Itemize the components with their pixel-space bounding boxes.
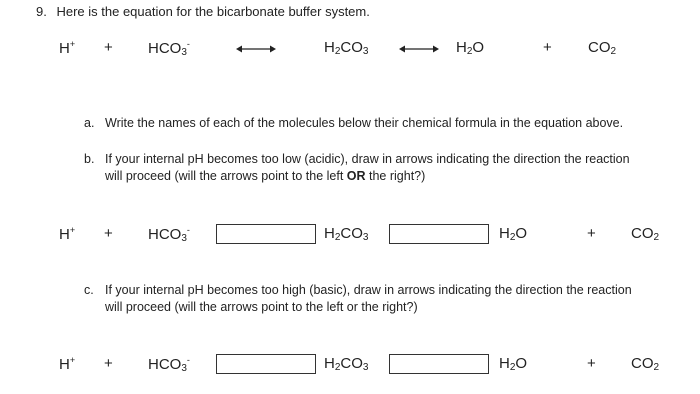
h-ion: H+ <box>59 355 76 373</box>
plus-sign: + <box>543 39 552 56</box>
plus-sign: + <box>104 225 113 242</box>
carbon-dioxide-formula: $CO_2$ <box>588 39 617 57</box>
item-c-label: c. <box>84 283 94 297</box>
water-formula: $H_2O$ <box>499 355 528 373</box>
double-arrow-icon <box>399 43 439 55</box>
item-c-text: If your internal pH becomes too high (basic), draw in arrows indicating the direction the reaction will proceed (will the arrows point to the left or the right?) <box>105 283 632 314</box>
h-ion: H+ <box>59 39 76 57</box>
plus-sign: + <box>104 39 113 56</box>
carbon-dioxide-formula: $CO_2$ <box>631 355 660 373</box>
item-b <box>84 151 630 183</box>
item-a-text: Write the names of each of the molecules below their chemical formula in the equation above. <box>105 116 624 130</box>
question-prompt: Here is the equation for the bicarbonate buffer system. <box>56 4 370 19</box>
item-b-text: If your internal pH becomes too low (acidic), draw in arrows indicating the direction the reaction will proceed (will the arrows point to the left OR the right?) <box>105 152 630 183</box>
plus-sign: + <box>104 355 113 372</box>
bicarbonate-formula: $HCO_3^-$ <box>148 39 190 58</box>
plus-sign: + <box>587 225 596 242</box>
double-arrow-icon <box>236 43 276 55</box>
h-ion: H+ <box>59 225 76 243</box>
question-number: 9. <box>36 4 47 19</box>
arrow-answer-box-right[interactable] <box>389 224 489 244</box>
carbonic-acid-formula: $H_2CO_3$ <box>324 355 369 373</box>
plus-sign: + <box>587 355 596 372</box>
item-a-label: a. <box>84 116 95 130</box>
carbonic-acid-formula: $H_2CO_3$ <box>324 225 369 243</box>
arrow-answer-box-right[interactable] <box>389 354 489 374</box>
carbonic-acid-formula: $H_2CO_3$ <box>324 39 369 57</box>
arrow-answer-box-left[interactable] <box>216 224 316 244</box>
water-formula: $H_2O$ <box>499 225 528 243</box>
bicarbonate-formula: $HCO_3^-$ <box>148 225 190 244</box>
item-a <box>84 115 624 132</box>
question-heading <box>36 4 370 19</box>
bicarbonate-formula: $HCO_3^-$ <box>148 355 190 374</box>
water-formula: $H_2O$ <box>456 39 485 57</box>
item-b-label: b. <box>84 152 95 166</box>
arrow-answer-box-left[interactable] <box>216 354 316 374</box>
carbon-dioxide-formula: $CO_2$ <box>631 225 660 243</box>
item-c <box>84 282 632 314</box>
